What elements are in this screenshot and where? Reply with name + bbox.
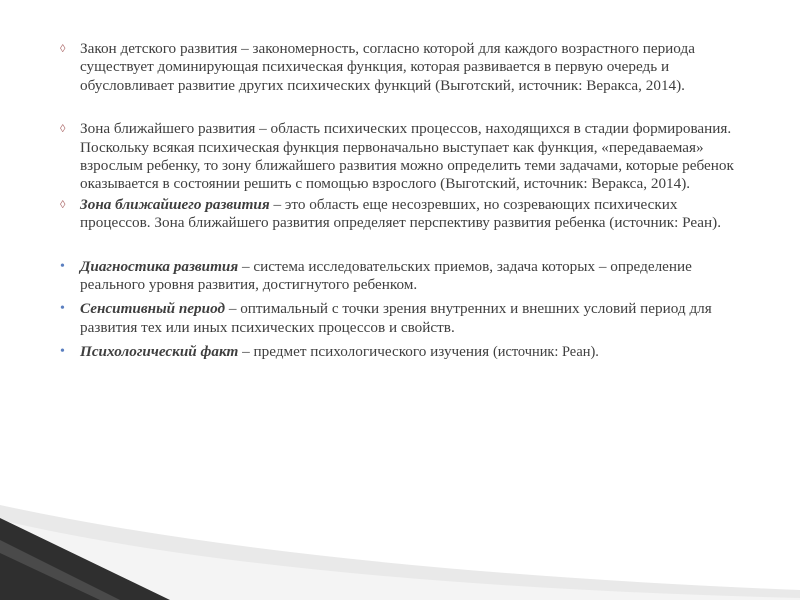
definition-text: – оптимальный с точки зрения внутренних и внешних условий период для развития тех или иных психических процессов и свойств. <box>80 300 712 336</box>
term-label: Психологический факт <box>80 343 239 361</box>
dot-bullet-icon: • <box>60 258 65 274</box>
term-label: Диагностика развития <box>80 257 239 275</box>
diamond-bullet-icon: ◊ <box>60 43 66 55</box>
diamond-bullet-icon: ◊ <box>60 123 66 136</box>
list-item <box>60 300 740 337</box>
list-item <box>60 343 740 361</box>
source-note: (источник: Реан). <box>492 344 599 361</box>
list-item <box>60 258 740 295</box>
dot-bullet-icon: • <box>60 301 65 317</box>
list-item <box>60 40 740 95</box>
definition-text: – предмет психологического изучения <box>238 343 493 361</box>
list-item <box>60 196 740 233</box>
definition-text: Закон детского развития – закономерность, согласно которой для каждого возрастного периода существует доминирующая психическая функция, которая развивается в первую очередь и обусловливает развитие других психических функций (Выготский, источник: Веракса, 2014). <box>80 40 695 94</box>
dot-bullet-icon: • <box>60 344 65 360</box>
slide-content <box>60 40 740 362</box>
spacer <box>60 95 740 120</box>
definition-text: – система исследовательских приемов, задача которых – определение реального уровня развития, достигнутого ребенком. <box>80 257 692 294</box>
diamond-bullet-icon: ◊ <box>60 198 66 211</box>
definition-text: Зона ближайшего развития – область психических процессов, находящихся в стадии формирования. Поскольку всякая психическая функция первоначально выступает как функция, «передаваемая» взрослым ребенку, то зону ближайшего развития можно определить теми задачами, которые ребенок оказывается в состоянии решить с помощью взрослого (Выготский, источник: Веракса, 2014). <box>80 120 734 193</box>
list-item <box>60 120 740 194</box>
term-label: Сенситивный период <box>80 300 226 318</box>
spacer <box>60 233 740 258</box>
term-label: Зона ближайшего развития <box>80 195 270 213</box>
definition-text: – это область еще несозревших, но созревающих психических процессов. Зона ближайшего развития определяет перспективу развития ребенка (источник: Реан). <box>80 195 722 232</box>
